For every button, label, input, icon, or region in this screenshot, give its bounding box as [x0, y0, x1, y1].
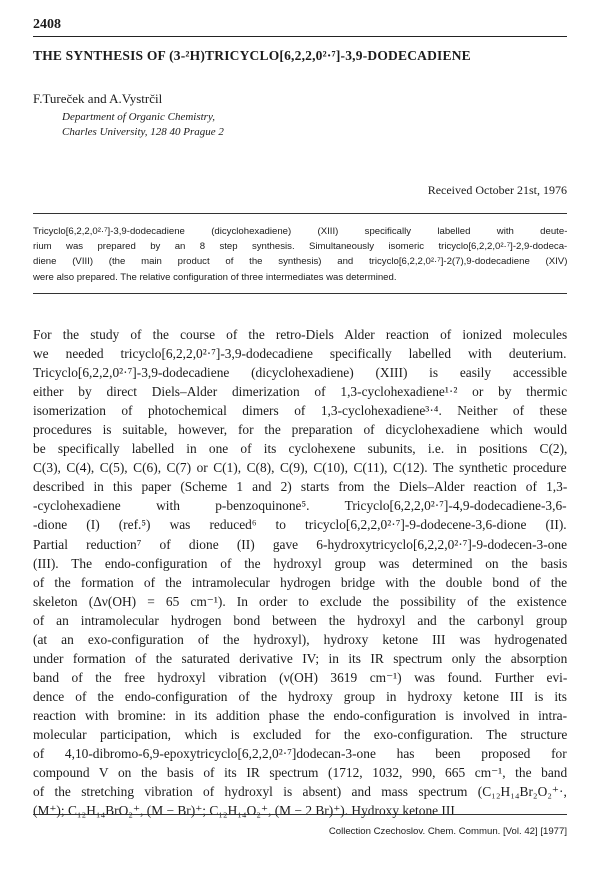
body-line: of an intramolecular hydrogen bond between the hydroxyl and the carbonyl group [33, 612, 567, 628]
abstract-line: Tricyclo[6,2,2,0²·⁷]-3,9-dodecadiene (dicyclohexadiene) (XIII) specifically labelled with deute- [33, 226, 567, 237]
body-line: isomerization of photochemical dimers of 1,3-cyclohexadiene³·⁴. Neither of these [33, 403, 567, 419]
affiliation-line: Charles University, 128 40 Prague 2 [62, 126, 224, 138]
body-line: described in this paper (Scheme 1 and 2) starts from the Diels–Alder reaction of 1,3- [33, 479, 567, 495]
body-line: either by direct Diels–Alder dimerization of 1,3-cyclohexadiene¹·² or by thermic [33, 384, 567, 400]
page-number: 2408 [33, 17, 61, 32]
affiliation-line: Department of Organic Chemistry, [62, 111, 215, 123]
body-line: molecular participation, which is excluded for the exo-configuration. The structure [33, 726, 567, 742]
article-title: THE SYNTHESIS OF (3-²H)TRICYCLO[6,2,2,0²·⁷]-3,9-DODECADIENE [33, 48, 471, 63]
abstract-line: were also prepared. The relative configuration of three intermediates was determined. [33, 271, 397, 283]
body-line: procedures is suitable, however, for the preparation of dicyclohexadiene which would [33, 422, 567, 438]
abstract-top-rule [33, 213, 567, 214]
affiliation [62, 110, 224, 140]
body-line: For the study of the course of the retro-Diels Alder reaction of ionized molecules [33, 327, 567, 342]
body-line: under formation of the saturated derivative IV; in its IR spectrum only the absorption [33, 650, 567, 666]
body-line: -cyclohexadiene with p-benzoquinone⁵. Tricyclo[6,2,2,0²·⁷]-4,9-dodecadiene-3,6- [33, 498, 567, 514]
body-line: be specifically labelled in one of its cyclohexene subunits, i.e. in positions C(2), [33, 441, 567, 457]
body-line: of the formation of the intramolecular hydrogen bridge with the double bond of the [33, 574, 567, 590]
abstract-line: diene (VIII) (the main product of the synthesis) and tricyclo[6,2,2,0²·⁷]-2(7),9-dodecadiene (XIV) [33, 256, 567, 268]
abstract [33, 224, 567, 285]
body-line: reaction with bromine: in its addition phase the endo-configuration is involved in intra- [33, 707, 567, 723]
body-line: of 4,10-dibromo-6,9-epoxytricyclo[6,2,2,0²·⁷]dodecan-3-one has been proposed for [33, 746, 567, 762]
body-line: (III). The endo-configuration of the hydroxyl group was determined on the basis [33, 555, 567, 571]
abstract-bottom-rule [33, 293, 567, 294]
header-rule [33, 36, 567, 37]
footer-rule [33, 814, 567, 815]
body-line: (M⁺); C₁₂H₁₄BrO₂⁺, (M − Br)⁺; C₁₂H₁₄O₂⁺, (M − 2 Br)⁺). Hydroxy ketone III [33, 803, 455, 819]
body-line: dence of the endo-configuration of the hydroxy group in hydroxy ketone III is its [33, 688, 567, 704]
body-line: -dione (I) (ref.⁵) was reduced⁶ to tricyclo[6,2,2,0²·⁷]-9-dodecene-3,6-dione (II). [33, 517, 567, 533]
body-line: compound V on the basis of its IR spectrum (1712, 1032, 990, 665 cm⁻¹, the band [33, 765, 567, 781]
body-line: band of the free hydroxyl vibration (ν(OH) 3619 cm⁻¹) was found. Further evi- [33, 669, 567, 685]
body-line: (at an exo-configuration of the hydroxyl), hydroxy ketone III was hydrogenated [33, 631, 567, 647]
body-line: we needed tricyclo[6,2,2,0²·⁷]-3,9-dodecadiene specifically labelled with deuterium. [33, 346, 567, 362]
body-text [33, 325, 567, 820]
body-line: Partial reduction⁷ of dione (II) gave 6-hydroxytricyclo[6,2,2,0²·⁷]-9-dodecen-3-one [33, 536, 567, 552]
journal-citation: Collection Czechoslov. Chem. Commun. [Vol. 42] [1977] [328, 826, 567, 837]
body-line: of the stretching vibration of hydroxyl is absent) and mass spectrum (C₁₂H₁₄Br₂O₂⁺·, [33, 784, 567, 800]
abstract-line: rium was prepared by an 8 step synthesis. Simultaneously isomeric tricyclo[6,2,2,0²·⁷]-2,9-dodeca- [33, 241, 567, 253]
received-date: Received October 21st, 1976 [427, 183, 567, 197]
body-line: C(3), C(4), C(5), C(6), C(7) or C(1), C(8), C(9), C(10), C(11), C(12). The synthetic procedure [33, 460, 567, 476]
authors: F.Tureček and A.Vystrčil [33, 91, 163, 106]
body-line: skeleton (Δν(OH) = 65 cm⁻¹). In order to exclude the possibility of the existence [33, 593, 567, 609]
body-line: Tricyclo[6,2,2,0²·⁷]-3,9-dodecadiene (dicyclohexadiene) (XIII) is easily accessible [33, 365, 567, 381]
